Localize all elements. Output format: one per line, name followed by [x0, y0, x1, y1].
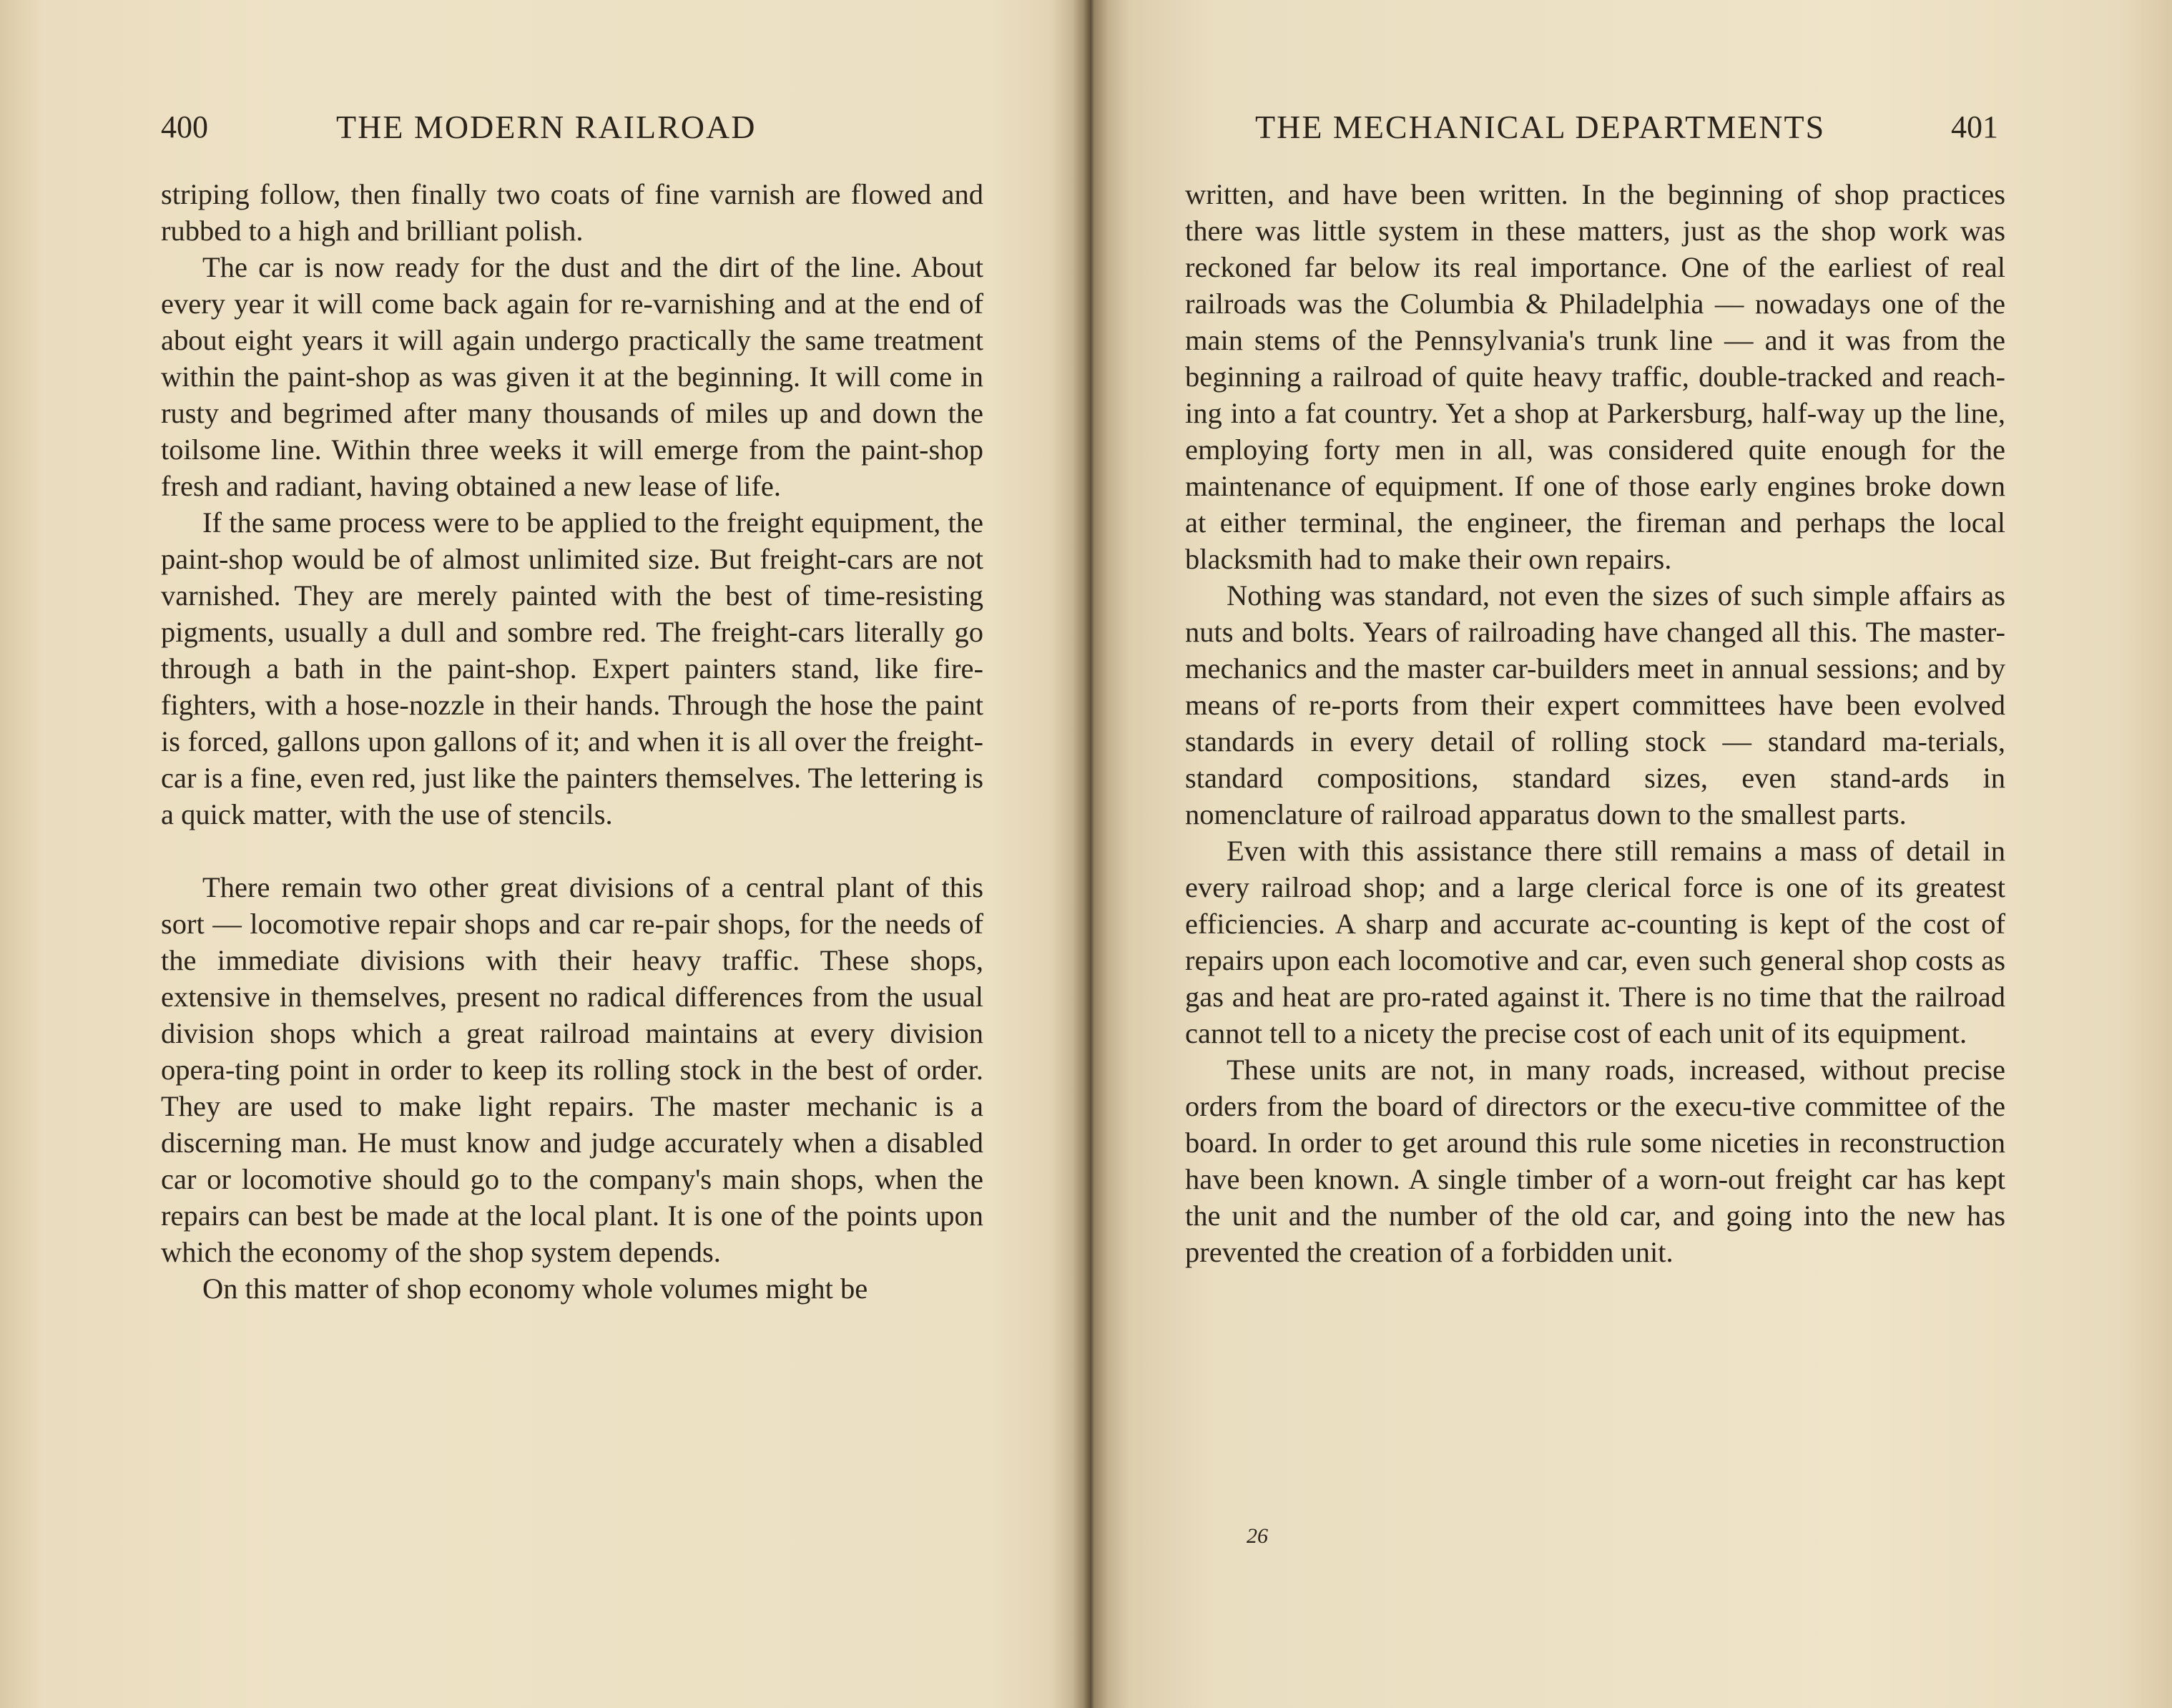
paragraph: Even with this assistance there still remains a mass of detail in every railroad shop; and a large clerical force is one of its greatest efficiencies. A sharp and accurate ac-counting is kept of the cost of repairs upon each locomotive and car, even such general shop costs as gas and heat are pro-rated against it. There is no time that the railroad cannot tell to a nicety the precise cost of each unit of its equipment.	[1185, 835, 2005, 1049]
right-page-body	[1185, 176, 2005, 1270]
paragraph: written, and have been written. In the beginning of shop practices there was little system in these matters, just as the shop work was reckoned far below its real importance. One of the earliest of real railroads was the Columbia & Philadelphia — nowadays one of the main stems of the Pennsylvania's trunk line — and it was from the beginning a railroad of quite heavy traffic, double-tracked and reach-ing into a fat country. Yet a shop at Parkersburg, half-way up the line, employing forty men in all, was considered quite enough for the maintenance of equipment. If one of those early engines broke down at either terminal, the engineer, the fireman and perhaps the local blacksmith had to make their own repairs.	[1185, 178, 2005, 575]
paragraph: These units are not, in many roads, increased, without precise orders from the board of directors or the execu-tive committee of the board. In order to get around this rule some niceties in reconstruction have been known. A single timber of a worn-out freight car has kept the unit and the number of the old car, and going into the new has prevented the creation of a forbidden unit.	[1185, 1054, 2005, 1268]
left-page	[0, 0, 1083, 1708]
paragraph: On this matter of shop economy whole volumes might be	[202, 1272, 868, 1305]
page-number-right: 401	[1951, 109, 1998, 144]
page-number-left: 400	[161, 109, 208, 144]
paragraph: The car is now ready for the dust and the dirt of the line. About every year it will come back again for re-varnishing and at the end of about eight years it will again undergo practically the same treatment within the paint-shop as was given it at the beginning. It will come in rusty and begrimed after many thousands of miles up and down the toilsome line. Within three weeks it will emerge from the paint-shop fresh and radiant, having obtained a new lease of life.	[161, 251, 983, 502]
paragraph: striping follow, then finally two coats of fine varnish are flowed and rubbed to a high and brilliant polish.	[161, 178, 983, 247]
paragraph: If the same process were to be applied to the freight equipment, the paint-shop would be of almost unlimited size. But freight-cars are not varnished. They are merely painted with the best of time-resisting pigments, usually a dull and sombre red. The freight-cars literally go through a bath in the paint-shop. Expert painters stand, like fire-fighters, with a hose-nozzle in their hands. Through the hose the paint is forced, gallons upon gallons of it; and when it is all over the freight-car is a fine, even red, just like the painters themselves. The lettering is a quick matter, with the use of stencils.	[161, 506, 983, 830]
signature-mark: 26	[1247, 1524, 1268, 1548]
right-page	[1091, 0, 2172, 1708]
running-head-right: THE MECHANICAL DEPARTMENTS	[1255, 109, 1826, 145]
paragraph: Nothing was standard, not even the sizes of such simple affairs as nuts and bolts. Years of railroading have changed all this. The master-mechanics and the master car-builders meet in annual sessions; and by means of re-ports from their expert committees have been evolved standards in every detail of rolling stock — standard ma-terials, standard compositions, standard sizes, even stand-ards in nomenclature of railroad apparatus down to the smallest parts.	[1185, 579, 2005, 830]
paragraph: There remain two other great divisions of a central plant of this sort — locomotive repair shops and car re-pair shops, for the needs of the immediate divisions with their heavy traffic. These shops, extensive in themselves, present no radical differences from the usual division shops which a great railroad maintains at every division opera-ting point in order to keep its rolling stock in the best of order. They are used to make light repairs. The master mechanic is a discerning man. He must know and judge accurately when a disabled car or locomotive should go to the company's main shops, when the repairs can best be made at the local plant. It is one of the points upon which the economy of the shop system depends.	[161, 871, 983, 1268]
left-page-body	[161, 176, 983, 1307]
running-head-left: THE MODERN RAILROAD	[336, 109, 757, 145]
